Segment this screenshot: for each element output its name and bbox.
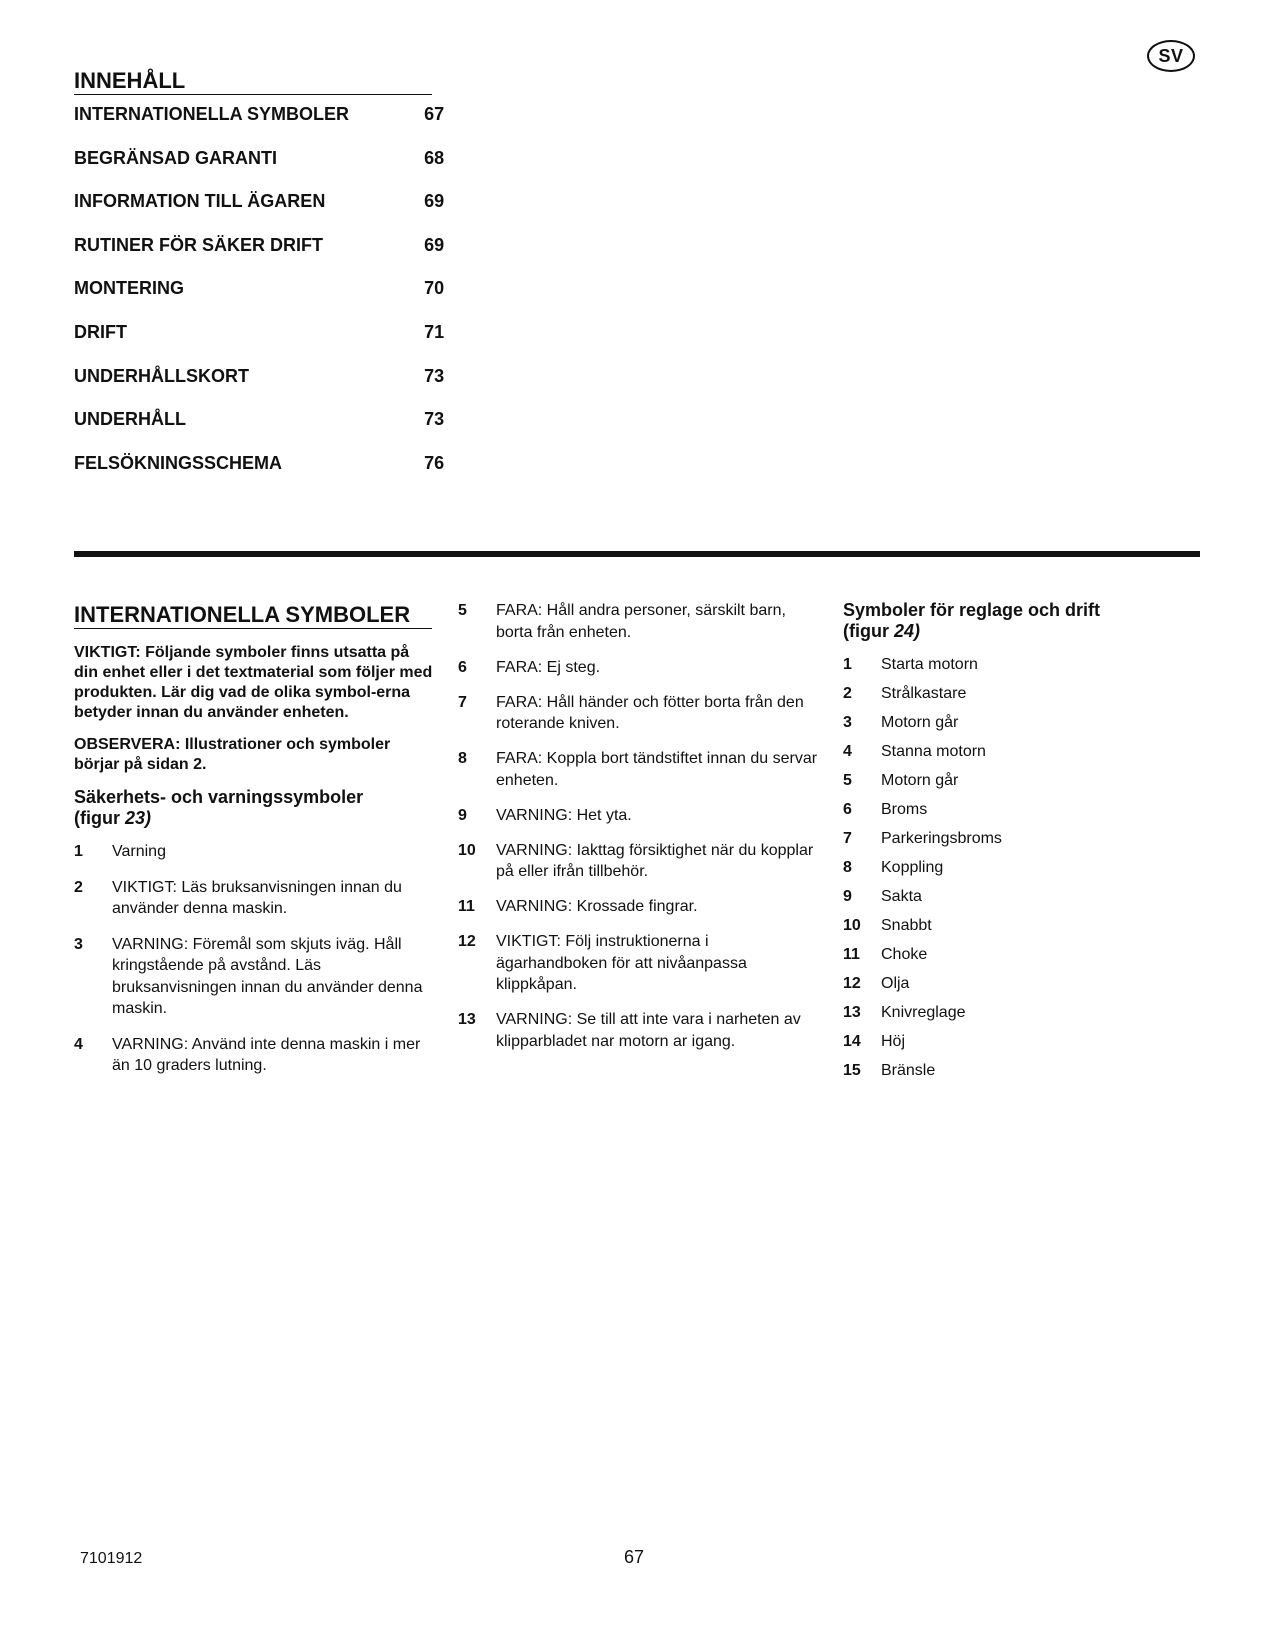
section-divider [74,551,1200,557]
item-text: FARA: Håll andra personer, särskilt barn, borta från enheten. [496,602,786,641]
toc-entry-title: UNDERHÅLLSKORT [74,365,249,386]
item-text: Varning [112,843,166,860]
toc-list [74,104,454,496]
list-item [843,828,1183,850]
item-number: 8 [458,750,467,767]
controls-heading [843,600,1183,642]
toc-title: INNEHÅLL [74,68,432,95]
list-item [458,600,818,643]
item-number: 12 [458,933,476,950]
item-text: FARA: Koppla bort tändstiftet innan du servar enheten. [496,750,818,789]
item-text: Starta motorn [881,656,978,673]
list-item [458,840,818,883]
toc-entry-title: RUTINER FÖR SÄKER DRIFT [74,234,323,255]
controls-fig-prefix: (figur [843,621,894,641]
list-item [74,934,436,1020]
list-item [458,931,818,996]
document-code: 7101912 [80,1550,143,1567]
list-item [458,1009,818,1052]
safety-heading-text: Säkerhets- och varningssymboler [74,787,364,807]
language-badge: SV [1147,40,1195,72]
toc-entry[interactable] [74,366,454,410]
list-item [843,1060,1183,1082]
item-number: 6 [843,801,852,818]
item-text: FARA: Ej steg. [496,658,601,676]
table-of-contents [74,68,454,496]
item-text: Snabbt [881,917,932,934]
toc-entry-title: MONTERING [74,278,184,299]
list-item [843,799,1183,821]
item-number: 2 [74,878,83,896]
toc-entry-page: 73 [424,409,445,430]
list-item [458,805,818,827]
item-text: FARA: Håll händer och fötter borta från den roterande kniven. [496,693,804,732]
item-number: 12 [843,975,861,992]
item-text: Knivreglage [881,1004,966,1021]
list-item [843,1031,1183,1053]
toc-entry[interactable] [74,235,454,279]
item-text: VARNING: Använd inte denna maskin i mer än 10 graders lutning. [112,1035,421,1074]
toc-entry[interactable] [74,453,454,497]
item-number: 3 [74,935,83,953]
toc-entry[interactable] [74,409,454,453]
item-text: VARNING: Se till att inte vara i narheten av klipparbladet nar motorn ar igang. [496,1011,801,1050]
item-number: 10 [458,841,476,859]
toc-entry-page: 67 [424,104,445,124]
item-number: 15 [843,1062,861,1079]
toc-entry-page: 73 [424,365,445,386]
list-item [843,741,1183,763]
item-text: Koppling [881,859,944,876]
toc-entry[interactable] [74,191,454,235]
observe-notice: OBSERVERA: Illustrationer och symboler börjar på sidan 2. [74,736,391,773]
item-number: 4 [843,743,852,760]
list-item [843,683,1183,705]
list-item [843,944,1183,966]
item-text: Bränsle [881,1062,936,1079]
controls-heading-text: Symboler för reglage och drift [843,600,1101,620]
toc-entry-title: INTERNATIONELLA SYMBOLER [74,104,349,124]
list-item [458,896,818,918]
item-text: Motorn går [881,714,959,731]
toc-entry[interactable] [74,104,454,148]
item-text: VIKTIGT: Läs bruksanvisningen innan du använder denna maskin. [112,878,402,917]
page-number: 67 [624,1547,645,1567]
item-number: 10 [843,917,861,934]
item-number: 1 [74,843,83,860]
toc-entry[interactable] [74,148,454,192]
item-number: 13 [843,1004,861,1021]
controls-fig-number: 24) [894,621,921,641]
item-number: 9 [843,888,852,905]
symbols-title: INTERNATIONELLA SYMBOLER [74,602,432,629]
item-number: 7 [458,693,467,711]
list-item [458,748,818,791]
item-text: Broms [881,801,928,818]
item-text: Olja [881,975,910,992]
item-text: VARNING: Iakttag försiktighet när du kopplar på eller ifrån tillbehör. [496,841,814,880]
item-text: Höj [881,1033,906,1050]
toc-entry-page: 70 [424,278,445,299]
item-number: 11 [843,946,860,963]
item-number: 11 [458,898,475,915]
list-item [458,692,818,735]
safety-fig-number: 23) [125,808,152,828]
item-number: 9 [458,806,467,824]
safety-heading [74,787,436,829]
item-text: VARNING: Krossade fingrar. [496,898,698,915]
list-item [843,1002,1183,1024]
list-item [843,770,1183,792]
item-number: 8 [843,859,852,876]
list-item [74,1034,436,1077]
item-text: Sakta [881,888,922,905]
item-number: 3 [843,714,852,731]
symbols-column-2 [458,600,818,1066]
list-item [843,654,1183,676]
item-text: Stanna motorn [881,743,986,760]
toc-entry-title: FELSÖKNINGSSCHEMA [74,452,283,473]
list-item [843,973,1183,995]
toc-entry-title: UNDERHÅLL [74,409,186,430]
toc-entry-title: DRIFT [74,321,127,342]
symbols-column-1 [74,600,436,1091]
item-text: Choke [881,946,928,963]
item-number: 6 [458,658,467,676]
item-number: 5 [458,602,467,619]
item-number: 13 [458,1011,476,1028]
item-text: Parkeringsbroms [881,830,1002,847]
list-item [843,915,1183,937]
safety-fig-prefix: (figur [74,808,125,828]
list-item [74,877,436,920]
item-text: VARNING: Föremål som skjuts iväg. Håll kringstående på avstånd. Läs bruksanvisningen innan du använder denna maskin. [112,935,423,1017]
item-text: Motorn går [881,772,959,789]
toc-entry-title: BEGRÄNSAD GARANTI [74,147,278,168]
item-number: 14 [843,1033,861,1050]
item-number: 4 [74,1035,83,1053]
toc-entry-page: 69 [424,234,445,255]
item-text: VARNING: Het yta. [496,806,632,824]
list-item [843,857,1183,879]
list-item [843,886,1183,908]
toc-entry-page: 76 [424,452,445,473]
item-number: 5 [843,772,852,789]
toc-entry-page: 69 [424,191,445,212]
list-item [74,841,436,863]
item-text: Strålkastare [881,685,967,702]
item-number: 2 [843,685,852,702]
item-text: VIKTIGT: Följ instruktionerna i ägarhandboken för att nivåanpassa klippkåpan. [496,933,747,993]
list-item [458,657,818,679]
toc-entry-page: 68 [424,147,445,168]
item-number: 7 [843,830,852,847]
toc-entry-page: 71 [424,321,445,342]
toc-entry[interactable] [74,322,454,366]
item-number: 1 [843,656,852,673]
toc-entry[interactable] [74,278,454,322]
toc-entry-title: INFORMATION TILL ÄGAREN [74,191,326,212]
symbols-column-3 [843,600,1183,1089]
list-item [843,712,1183,734]
important-notice: VIKTIGT: Följande symboler finns utsatta på din enhet eller i det textmaterial som följer med produkten. Lär dig vad de olika symbol-erna betyder innan du använder enheten. [74,644,433,721]
